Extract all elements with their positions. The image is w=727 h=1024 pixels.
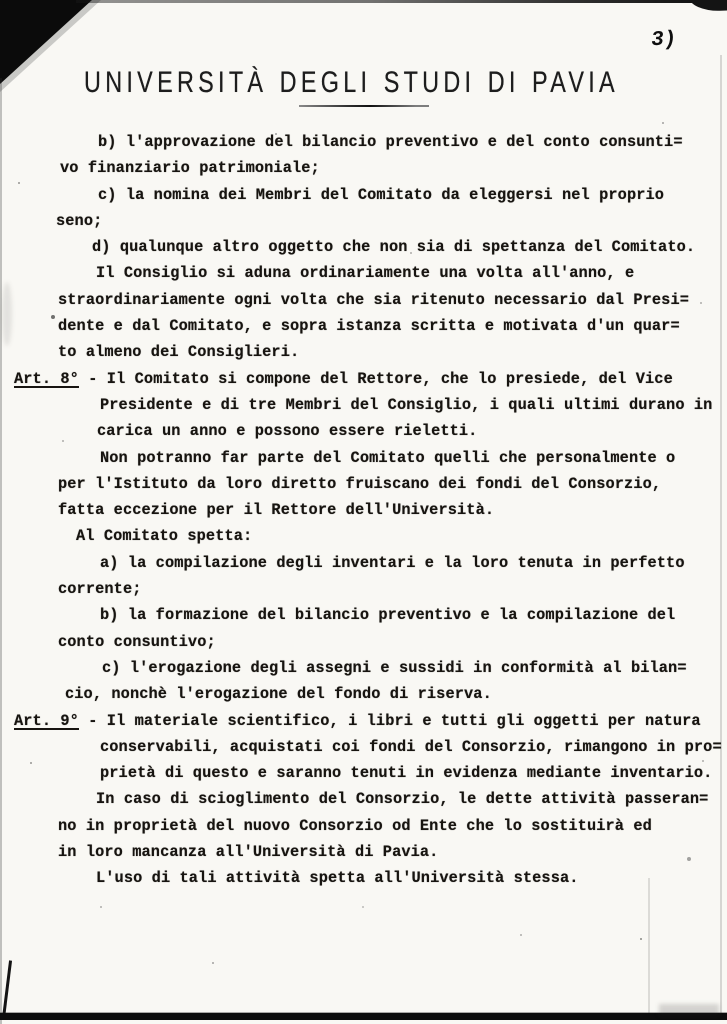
text-line: dente e dal Comitato, e sopra istanza scritta e motivata d'un quar= [58, 317, 680, 336]
page-number: 3) [649, 29, 678, 52]
text-line: Art. 8° - Il Comitato si compone del Rettore, che lo presiede, del Vice [14, 369, 673, 388]
text-line: c) l'erogazione degli assegni e sussidi in conformità al bilan= [102, 658, 687, 677]
scan-corner-blob [689, 0, 727, 12]
scan-edge-bottom [0, 1013, 727, 1020]
text-line: Art. 9° - Il materiale scientifico, i libri e tutti gli oggetti per natura [14, 711, 701, 730]
text-line: per l'Istituto da loro diretto fruiscano dei fondi del Consorzio, [58, 474, 662, 493]
letterhead-underline [299, 105, 429, 107]
letterhead-title: UNIVERSITÀ DEGLI STUDI DI PAVIA [84, 66, 619, 99]
text-line: corrente; [58, 580, 142, 599]
text-line: to almeno dei Consiglieri. [58, 343, 300, 362]
article-number: Art. 8° [14, 369, 79, 388]
scan-noise-speckles [0, 0, 2, 2]
text-line: Non potranno far parte del Comitato quelli che personalmente o [100, 448, 676, 467]
text-line: In caso di scioglimento del Consorzio, le dette attività passeran= [96, 790, 709, 809]
text-line: carica un anno e possono essere rieletti. [97, 422, 478, 441]
text-line: conservabili, acquistati coi fondi del Consorzio, rimangono in pro= [100, 737, 722, 756]
article-number: Art. 9° [14, 711, 79, 730]
text-line: no in proprietà del nuovo Consorzio od Ente che lo sostituirà ed [58, 816, 652, 835]
page-corner-fold [0, 0, 92, 84]
text-line: Al Comitato spetta: [76, 527, 253, 546]
text-line: L'uso di tali attività spetta all'Università stessa. [96, 869, 579, 888]
paper-crease [648, 878, 650, 1014]
scan-smudge [659, 1004, 719, 1016]
text-line: b) l'approvazione del bilancio preventivo e del conto consunti= [98, 133, 683, 151]
scan-edge-top [76, 0, 727, 3]
text-line: in loro mancanza all'Università di Pavia. [58, 843, 439, 862]
text-line: vo finanziario patrimoniale; [60, 159, 320, 178]
text-line: c) la nomina dei Membri del Comitato da eleggersi nel proprio [98, 185, 665, 204]
document-text [0, 129, 727, 892]
text-line: cio, nonchè l'erogazione del fondo di riserva. [65, 685, 492, 704]
text-line: Presidente e di tre Membri del Consiglio, i quali ultimi durano in [100, 395, 713, 414]
text-line: conto consuntivo; [58, 632, 216, 651]
text-line: seno; [56, 211, 103, 230]
text-line: fatta eccezione per il Rettore dell'Università. [58, 501, 495, 520]
text-line: straordinariamente ogni volta che sia ritenuto necessario dal Presi= [58, 290, 690, 309]
text-line: a) la compilazione degli inventari e la loro tenuta in perfetto [100, 553, 685, 572]
text-line: prietà di questo e saranno tenuti in evidenza mediante inventario. [100, 764, 713, 783]
text-line: b) la formazione del bilancio preventivo e la compilazione del [100, 606, 676, 625]
scan-edge-left-dark [2, 960, 12, 1018]
text-line: d) qualunque altro oggetto che non sia di spettanza del Comitato. [92, 238, 696, 257]
text-line: Il Consiglio si aduna ordinariamente una volta all'anno, e [96, 264, 635, 283]
